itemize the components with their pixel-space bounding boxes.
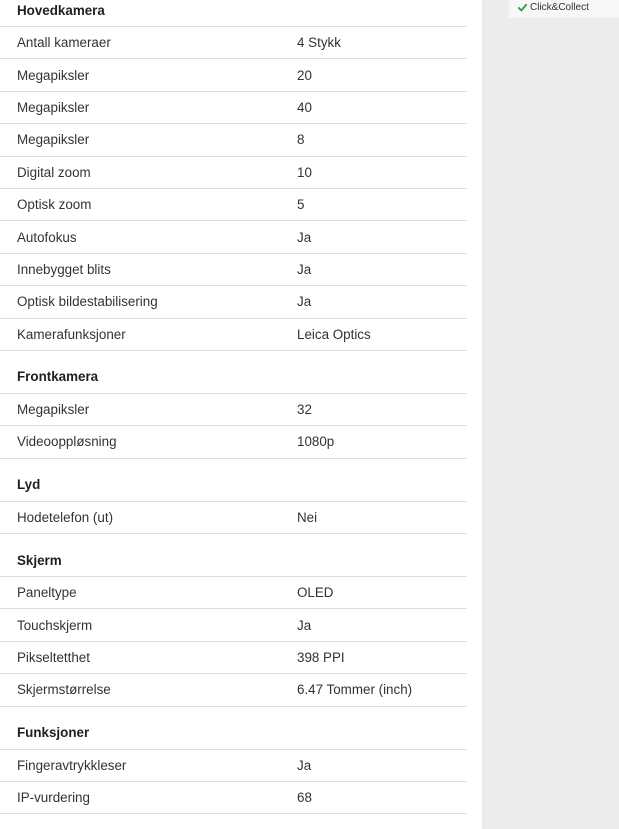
spec-label: Optisk zoom: [17, 197, 92, 213]
spec-value: 398 PPI: [297, 650, 345, 666]
spec-label: Innebygget blits: [17, 261, 111, 277]
spec-label: Autofokus: [17, 229, 77, 245]
spec-value: 5: [297, 197, 305, 213]
spec-row: [0, 157, 467, 189]
section-heading: Lyd: [0, 459, 467, 502]
spec-row: [0, 27, 467, 59]
spec-value: 10: [297, 164, 312, 180]
spec-value: 4 Stykk: [297, 35, 341, 51]
spec-row: [0, 286, 467, 318]
spec-label: Fingeravtrykkleser: [17, 757, 127, 773]
spec-label: Touchskjerm: [17, 617, 93, 633]
spec-label: Skjermstørrelse: [17, 682, 111, 698]
spec-row: [0, 426, 467, 458]
spec-row: [0, 782, 467, 814]
spec-row: [0, 124, 467, 156]
click-collect-label: Click&Collect: [530, 2, 589, 13]
spec-value: 8: [297, 132, 305, 148]
section-heading: Funksjoner: [0, 707, 467, 750]
spec-value: Nei: [297, 509, 318, 525]
section-heading: Frontkamera: [0, 351, 467, 394]
checkmark-icon: [517, 2, 528, 13]
sidebar: [482, 0, 619, 829]
spec-label: Pikseltetthet: [17, 650, 90, 666]
spec-value: 68: [297, 790, 312, 806]
spec-label: Videooppløsning: [17, 434, 117, 450]
spec-value: Ja: [297, 617, 312, 633]
spec-label: IP-vurdering: [17, 790, 90, 806]
spec-label: Megapiksler: [17, 132, 90, 148]
section-heading: Skjerm: [0, 534, 467, 577]
spec-label: Digital zoom: [17, 164, 91, 180]
spec-label: Kamerafunksjoner: [17, 326, 126, 342]
spec-row: [0, 642, 467, 674]
spec-row: [0, 189, 467, 221]
spec-row: [0, 221, 467, 253]
click-collect-badge: [509, 0, 619, 18]
section-heading: Hovedkamera: [0, 0, 467, 27]
spec-label: Megapiksler: [17, 402, 90, 418]
spec-row: [0, 254, 467, 286]
spec-label: Optisk bildestabilisering: [17, 294, 158, 310]
spec-row: [0, 394, 467, 426]
spec-value: Ja: [297, 229, 312, 245]
spec-value: 20: [297, 67, 312, 83]
spec-label: Megapiksler: [17, 99, 90, 115]
spec-value: 40: [297, 99, 312, 115]
spec-row: [0, 674, 467, 706]
spec-row: [0, 750, 467, 782]
spec-value: OLED: [297, 585, 334, 601]
spec-label: Antall kameraer: [17, 35, 111, 51]
spec-value: Ja: [297, 294, 312, 310]
spec-value: 1080p: [297, 434, 335, 450]
spec-label: Paneltype: [17, 585, 77, 601]
spec-value: 6.47 Tommer (inch): [297, 682, 413, 698]
spec-row: [0, 59, 467, 91]
spec-row: [0, 319, 467, 351]
spec-label: Hodetelefon (ut): [17, 509, 114, 525]
spec-row: [0, 92, 467, 124]
spec-label: Megapiksler: [17, 67, 90, 83]
spec-value: Ja: [297, 757, 312, 773]
spec-value: Leica Optics: [297, 326, 371, 342]
spec-value: 32: [297, 402, 312, 418]
spec-value: Ja: [297, 261, 312, 277]
spec-row: [0, 609, 467, 641]
spec-row: [0, 502, 467, 534]
spec-row: [0, 577, 467, 609]
